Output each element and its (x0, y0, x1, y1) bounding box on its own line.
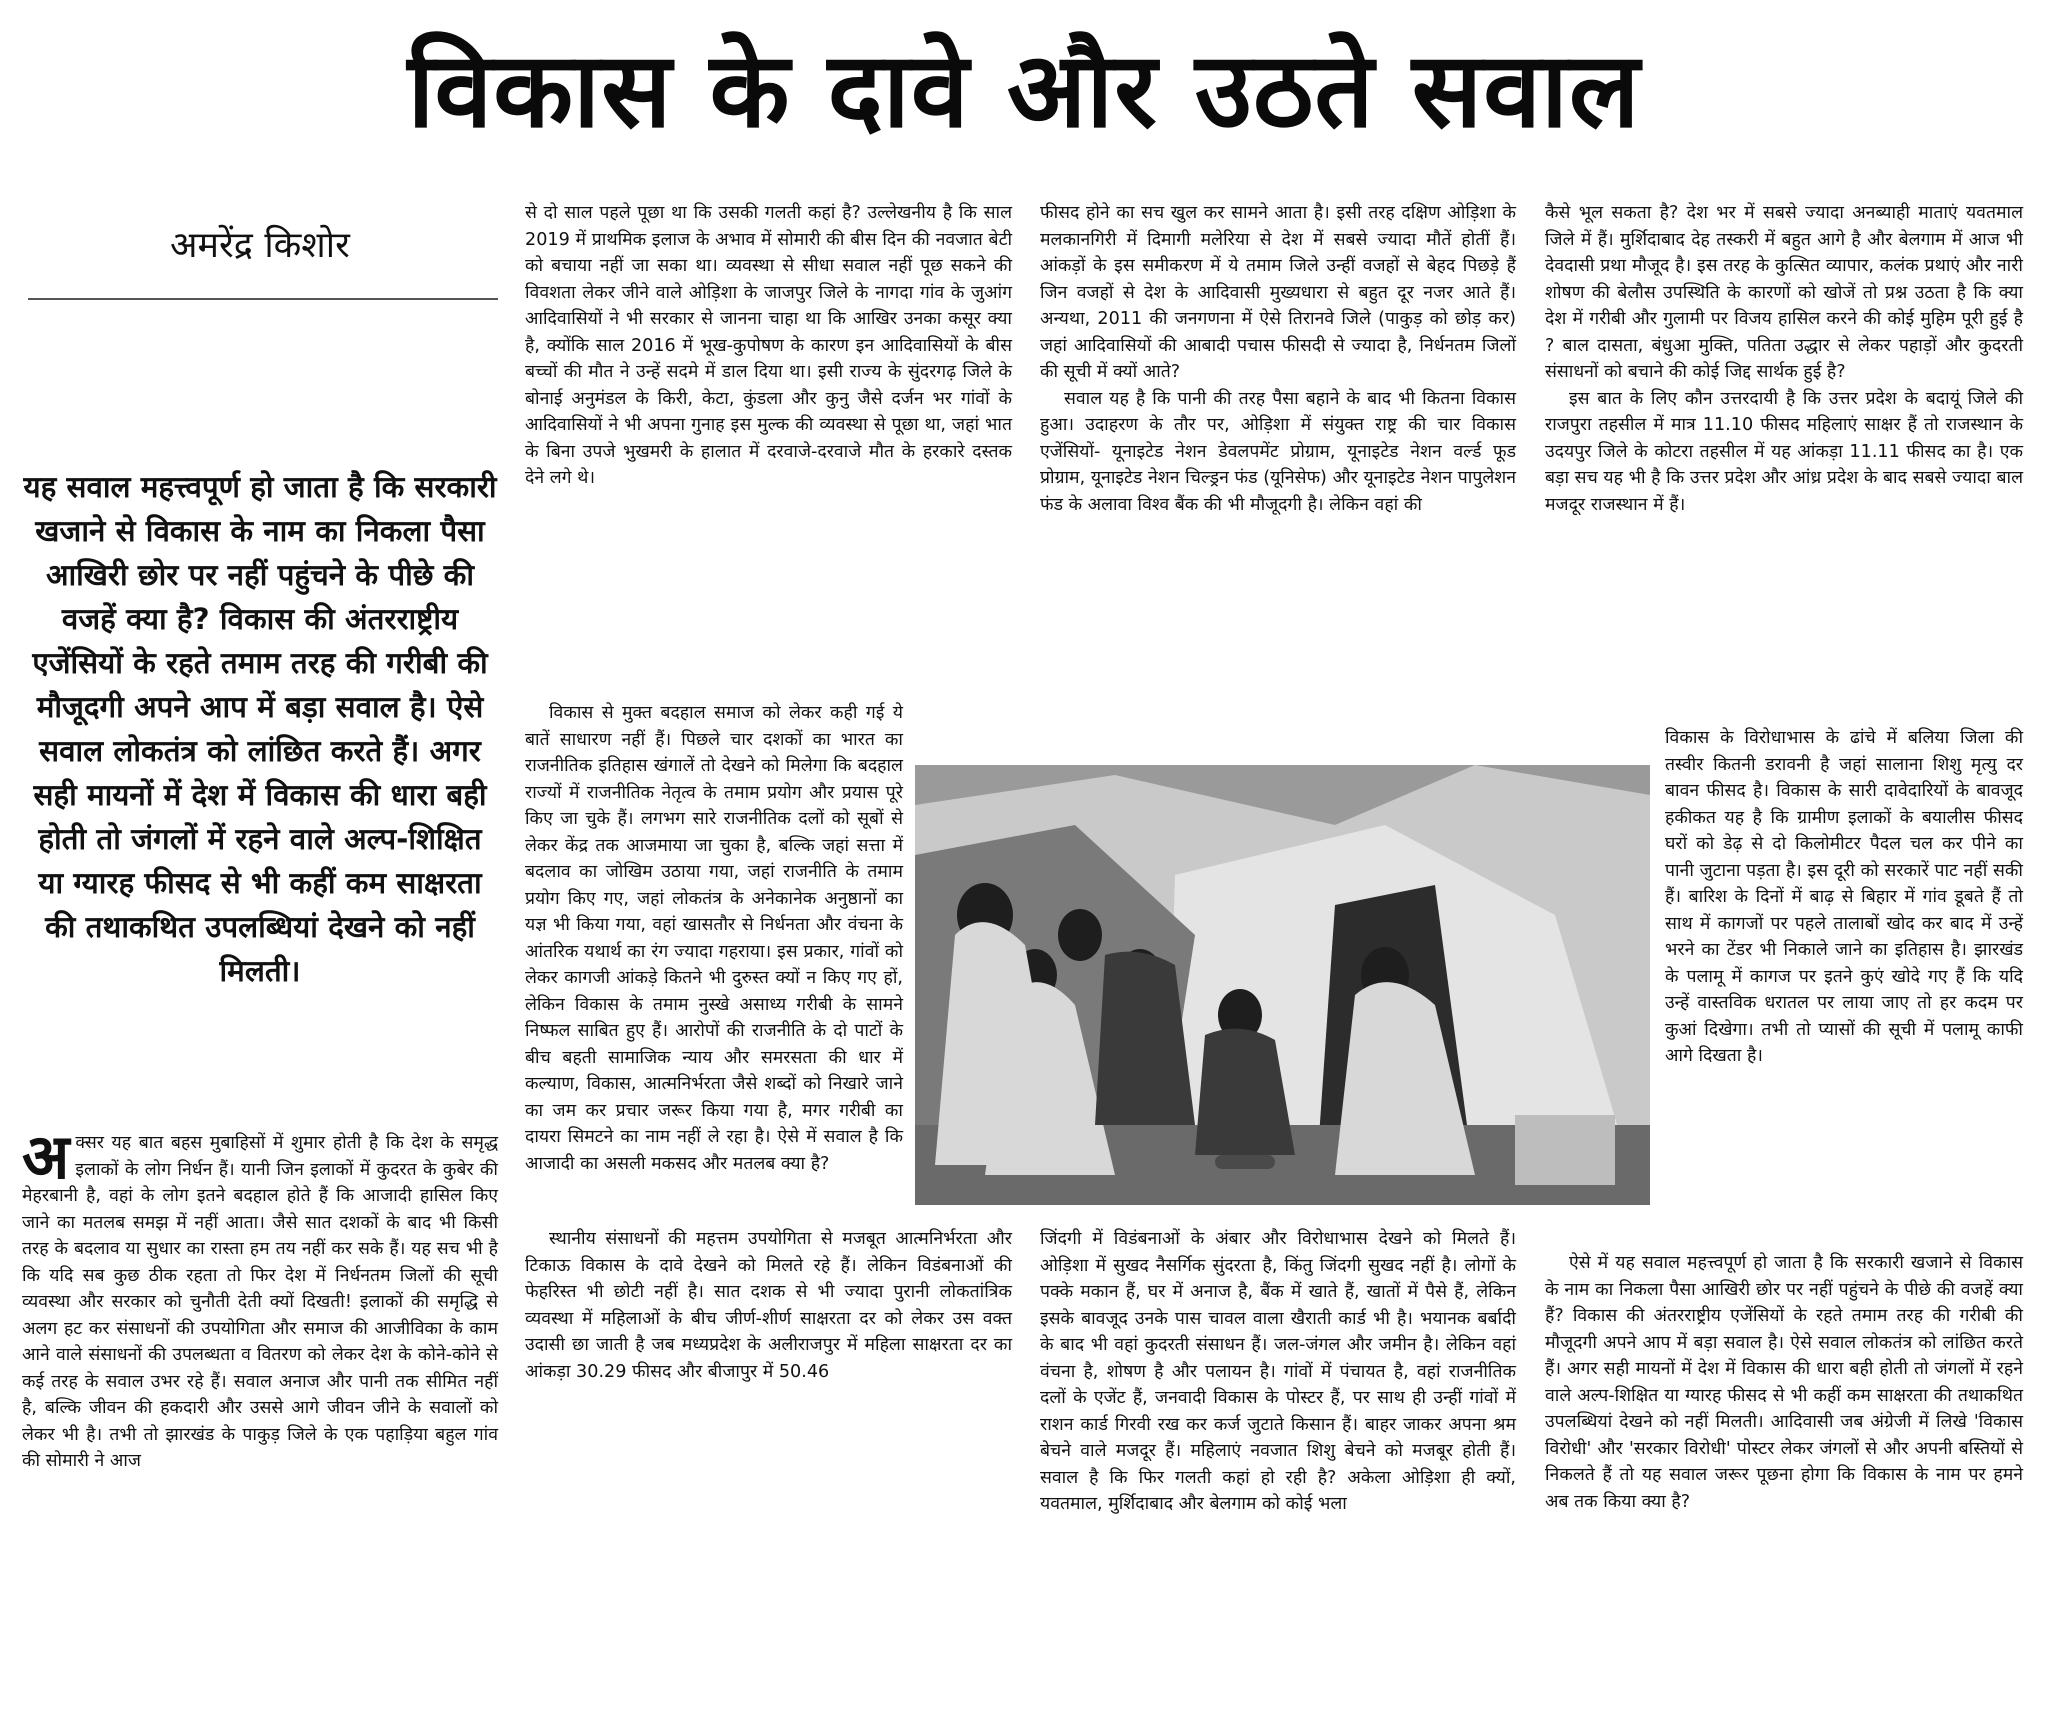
article-column-2-lower (525, 1226, 1012, 1385)
article-paragraph: से दो साल पहले पूछा था कि उसकी गलती कहां है? उल्लेखनीय है कि साल 2019 में प्राथमिक इलाज के अभाव में सोमारी की बीस दिन की नवजात बेटी को बचाया नहीं जा सका था। व्यवस्था से सीधा सवाल नहीं पूछ सकने की विवशता लेकर जीने वाले ओड़िशा के जाजपुर जिले के नागदा गांव के जुआंग आदिवासियों ने भी सरकार से जानना चाहा था कि आखिर उनका कसूर क्या है, क्योंकि साल 2016 में भूख-कुपोषण के कारण इन आदिवासियों के बीस बच्चों की मौत ने उन्हें सदमे में डाल दिया था। इसी राज्य के सुंदरगढ़ जिले के बोनाई अनुमंडल के किरी, केटा, कुंडला और कुनु जैसे दर्जन भर गांवों के आदिवासियों ने भी अपना गुनाह इस मुल्क की व्यवस्था से पूछा था, जहां भात के बिना उपजे भुखमरी के हालात में दरवाजे-दरवाजे मौत के हरकारे दस्तक देने लगे थे। (525, 203, 1012, 488)
article-paragraph: विकास से मुक्त बदहाल समाज को लेकर कही गई ये बातें साधारण नहीं हैं। पिछले चार दशकों का भारत का राजनीतिक इतिहास खंगालें तो देखने को मिलेगा कि बदहाल राज्यों में राजनीतिक नेतृत्व के तमाम प्रयोग और प्रयास पूरे किए जा चुके हैं। लगभग सारे राजनीतिक दलों को सूबों से लेकर केंद्र तक आजमाया जा चुका है, बल्कि जहां सत्ता में बदलाव का जोखिम उठाया गया, जहां राजनीति के तमाम प्रयोग किए गए, जहां लोकतंत्र के अनेकानेक अनुष्ठानों का यज्ञ भी किया गया, वहां खासतौर से निर्धनता और वंचना के आंतरिक यथार्थ का रंग ज्यादा गहराया। इस प्रकार, गांवों को लेकर कागजी आंकड़े कितने भी दुरुस्त क्यों न किए गए हों, लेकिन विकास के तमाम नुस्खे असाध्य गरीबी के सामने निष्फल साबित हुए हैं। आरोपों की राजनीति के दो पाटों के बीच बहती सामाजिक न्याय और समरसता की धार में कल्याण, विकास, आत्मनिर्भरता जैसे शब्दों को निखारे जाने का जम कर प्रचार जरूर किया गया है, मगर गरीबी का दायरा सिमटने का नाम नहीं ले रहा है। ऐसे में सवाल है कि आजादी का असली मकसद और मतलब क्या है? (525, 703, 903, 1174)
byline-divider (28, 298, 498, 300)
article-paragraph: फीसद होने का सच खुल कर सामने आता है। इसी तरह दक्षिण ओड़िशा के मलकानगिरी में दिमागी मलेरिया से देश में सबसे ज्यादा मौतें होतीं हैं। आंकड़ों के इस समीकरण में ये तमाम जिले उन्हीं वजहों से बेहद पिछड़े हैं जिन वजहों से देश के आदिवासी मुख्यधारा से बहुत दूर नजर आते हैं। अन्यथा, 2011 की जनगणना में ऐसे तिरानवे जिले (पाकुड़ को छोड़ कर) जहां आदिवासियों की आबादी पचास फीसदी से ज्यादा है, निर्धनतम जिलों की सूची में क्यों आते? (1040, 203, 1516, 382)
article-paragraph: कैसे भूल सकता है? देश भर में सबसे ज्यादा अनब्याही माताएं यवतमाल जिले में हैं। मुर्शिदाबाद देह तस्करी में बहुत आगे है और बेलगाम में आज भी देवदासी प्रथा मौजूद है। इस तरह के कुत्सित व्यापार, कलंक प्रथाएं और नारी शोषण की बेलौस उपस्थिति के कारणों को खोजें तो प्रश्न उठता है कि क्या देश में गरीबी और गुलामी पर विजय हासिल करने की कोई मुहिम पूरी हुई है ? बाल दासता, बंधुआ मुक्ति, पतिता उद्धार से लेकर पहाड़ों और कुदरती संसाधनों को बचाने की कोई जिद्द सार्थक हुई है? (1545, 203, 2023, 382)
article-paragraph: स्थानीय संसाधनों की महत्तम उपयोगिता से मजबूत आत्मनिर्भरता और टिकाऊ विकास के दावे देखने को मिलते रहे हैं। लेकिन विडंबनाओं की फेहरिस्त भी छोटी नहीं है। सात दशक से भी ज्यादा पुरानी लोकतांत्रिक व्यवस्था में महिलाओं के बीच जीर्ण-शीर्ण साक्षरता दर को लेकर उस वक्त उदासी छा जाती है जब मध्यप्रदेश के अलीराजपुर में महिला साक्षरता दर का आंकड़ा 30.29 फीसद और बीजापुर में 50.46 (525, 1229, 1012, 1382)
article-column-2-narrow (525, 700, 903, 1177)
article-column-1 (22, 1120, 498, 1475)
article-paragraph: इस बात के लिए कौन उत्तरदायी है कि उत्तर प्रदेश के बदायूं जिले की राजपुरा तहसील में मात्र 11.10 फीसद महिलाएं साक्षर हैं तो राजस्थान के उदयपुर जिले के कोटरा तहसील में यह आंकड़ा 11.11 फीसद का है। एक बड़ा सच यह भी है कि उत्तर प्रदेश और आंध्र प्रदेश के बाद सबसे ज्यादा बाल मजदूर राजस्थान में हैं। (1545, 388, 2023, 515)
article-paragraph: ऐसे में यह सवाल महत्त्वपूर्ण हो जाता है कि सरकारी खजाने से विकास के नाम का निकला पैसा आखिरी छोर पर नहीं पहुंचने के पीछे की वजहें क्या हैं? विकास की अंतरराष्ट्रीय एजेंसियों के रहते तमाम तरह की गरीबी की मौजूदगी अपने आप में बड़ा सवाल है। ऐसे सवाल लोकतंत्र को लांछित करते हैं। अगर सही मायनों में देश में विकास की धारा बही होती तो जंगलों में रहने वाले अल्प-शिक्षित या ग्यारह फीसद से भी कहीं कम साक्षरता की तथाकथित उपलब्धियां देखने को नहीं मिलती। आदिवासी जब अंग्रेजी में लिखे 'विकास विरोधी' और 'सरकार विरोधी' पोस्टर लेकर जंगलों से और अपनी बस्तियों से निकलते हैं तो यह सवाल जरूर पूछना होगा कि विकास के नाम पर हमने अब तक किया क्या है? (1545, 1253, 2023, 1512)
pull-quote: यह सवाल महत्त्वपूर्ण हो जाता है कि सरकारी खजाने से विकास के नाम का निकला पैसा आखिरी छोर पर नहीं पहुंचने के पीछे की वजहें क्या है? विकास की अंतरराष्ट्रीय एजेंसियों के रहते तमाम तरह की गरीबी की मौजूदगी अपने आप में बड़ा सवाल है। ऐसे सवाल लोकतंत्र को लांछित करते हैं। अगर सही मायनों में देश में विकास की धारा बही होती तो जंगलों में रहने वाले अल्प-शिक्षित या ग्यारह फीसद से भी कहीं कम साक्षरता की तथाकथित उपलब्धियां देखने को नहीं मिलती। (23, 470, 497, 988)
headline: विकास के दावे और उठते सवाल (407, 29, 1641, 151)
article-photo (915, 765, 1650, 1205)
article-paragraph: अक्सर यह बात बहस मुबाहिसों में शुमार होती है कि देश के समृद्ध इलाकों के लोग निर्धन हैं। यानी जिन इलाकों में कुदरत के कुबेर की मेहरबानी है, वहां के लोग इतने बदहाल होते हैं कि आजादी हासिल किए जाने का मतलब समझ में नहीं आता। जैसे सात दशकों के बाद भी किसी तरह के बदलाव या सुधार का रास्ता हम तय नहीं कर सके हैं। यह सच भी है कि यदि सब कुछ ठीक रहता तो फिर देश में निर्धनतम जिलों की सूची व्यवस्था और सरकार को चुनौती देती क्यों दिखती! इलाकों की समृद्धि से अलग हट कर संसाधनों की उपयोगिता और समाज की आजीविका के काम आने वाले संसाधनों की उपलब्धता व वितरण को लेकर देश के कोने-कोने से कई तरह के सवाल उभर रहे हैं। सवाल अनाज और पानी तक सीमित नहीं है, बल्कि जीवन की हकदारी और उससे आगे जीवन जीने के सवालों को लेकर भी है। तभी तो झारखंड के पाकुड़ जिले के एक पहाड़िया बहुल गांव की सोमारी ने आज (22, 1120, 498, 1471)
article-column-4-narrow (1665, 725, 2023, 1070)
article-paragraph: सवाल यह है कि पानी की तरह पैसा बहाने के बाद भी कितना विकास हुआ। उदाहरण के तौर पर, ओड़िशा में संयुक्त राष्ट्र की चार विकास एजेंसियों- यूनाइटेड नेशन डेवलपमेंट प्रोग्राम, यूनाइटेड नेशन वर्ल्ड फूड प्रोग्राम, यूनाइटेड नेशन चिल्ड्रन फंड (यूनिसेफ) और यूनाइटेड नेशन पापुलेशन फंड के अलावा विश्व बैंक की भी मौजूदगी है। लेकिन वहां की (1040, 388, 1516, 515)
article-column-3-lower (1040, 1226, 1516, 1518)
photo-illustration (915, 765, 1650, 1205)
article-column-4 (1545, 200, 2023, 518)
article-paragraph: जिंदगी में विडंबनाओं के अंबार और विरोधाभास देखने को मिलते हैं। ओड़िशा में सुखद नैसर्गिक सुंदरता है, किंतु जिंदगी सुखद नहीं है। लोगों के पक्के मकान हैं, घर में अनाज है, बैंक में खाते हैं, खातों में पैसे हैं, लेकिन इसके बावजूद उनके पास चावल वाला खैराती कार्ड भी है। भयानक बर्बादी के बाद भी वहां कुदरती संसाधन हैं। जल-जंगल और जमीन है। लेकिन वहां वंचना है, शोषण है और पलायन है। गांवों में पंचायत है, वहां राजनीतिक दलों के एजेंट हैं, जनवादी विकास के पोस्टर हैं, पर साथ ही उन्हीं गांवों में राशन कार्ड गिरवी रख कर कर्ज जुटाते किसान हैं। बाहर जाकर अपना श्रम बेचने वाले मजदूर हैं। महिलाएं नवजात शिशु बेचने को मजबूर होती हैं। सवाल है कि फिर गलती कहां हो रही है? अकेला ओड़िशा ही क्यों, यवतमाल, मुर्शिदाबाद और बेलगाम को कोई भला (1040, 1229, 1516, 1514)
author-byline: अमरेंद्र किशोर (170, 225, 350, 266)
article-column-3 (1040, 200, 1516, 518)
article-paragraph: विकास के विरोधाभास के ढांचे में बलिया जिला की तस्वीर कितनी डरावनी है जहां सालाना शिशु मृत्यु दर बावन फीसद है। विकास के सारी दावेदारियों के बावजूद हकीकत यह है कि ग्रामीण इलाकों के बयालीस फीसद घरों को डेढ़ से दो किलोमीटर पैदल चल कर पीने का पानी जुटाना पड़ता है। इस दूरी को सरकारें पाट नहीं सकी हैं। बारिश के दिनों में बाढ़ से बिहार में गांव डूबते हैं तो साथ में कागजों पर पहले तालाबों खोद कर बाद में उन्हें भरने का टेंडर भी निकाले जाने का इतिहास है। झारखंड के पलामू में कागज पर इतने कुएं खोदे गए हैं कि यदि उन्हें वास्तविक धरातल पर लाया जाए तो हर कदम पर कुआं दिखेगा। तभी तो प्यासों की सूची में पलामू काफी आगे दिखता है। (1665, 728, 2023, 1066)
drop-cap: अ (22, 1120, 70, 1193)
article-column-4-lower (1545, 1250, 2023, 1515)
article-column-2 (525, 200, 1012, 492)
